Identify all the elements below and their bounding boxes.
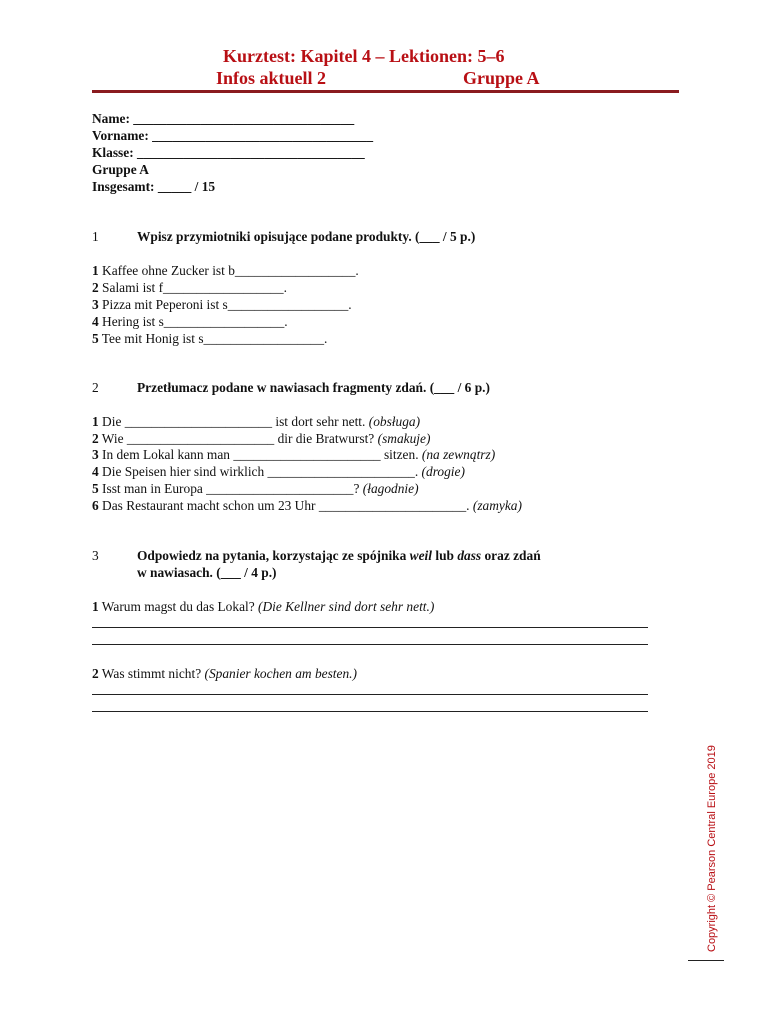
item-hint: (smakuje) [377,431,431,446]
item-number: 2 [92,280,99,295]
question-text: Warum magst du das Lokal? [98,599,259,614]
answer-line [92,694,648,695]
task3-number: 3 [92,548,99,563]
item-number: 5 [92,481,99,496]
item-hint: (drogie) [421,464,465,479]
klasse-field: Klasse: __________________________________ [92,145,365,160]
header-divider [92,90,679,93]
task3-instruction [137,547,541,564]
keyword-weil: weil [409,548,432,563]
task2-item [92,497,522,514]
answer-line [92,711,648,712]
name-field: Name: _________________________________ [92,111,355,126]
item-number: 1 [92,263,99,278]
task2-item [92,413,420,430]
task2-item [92,446,495,463]
task2-item [92,480,419,497]
instruction-part: Odpowiedz na pytania, korzystając ze spójnika [137,548,410,563]
item-text: Das Restaurant macht schon um 23 Uhr ______________________. [98,498,473,513]
item-number: 1 [92,599,99,614]
task3-question [92,665,357,682]
instruction-part: lub [432,548,458,563]
item-text: Pizza mit Peperoni ist s__________________. [98,297,352,312]
item-hint: (zamyka) [472,498,522,513]
item-text: Wie ______________________ dir die Bratwurst? [98,431,378,446]
item-text: Isst man in Europa ______________________? [98,481,363,496]
task3-question [92,598,434,615]
vorname-field: Vorname: _________________________________ [92,128,374,143]
task1-item [92,296,352,313]
book-title: Infos aktuell 2 [216,68,327,88]
task1-instruction: Wpisz przymiotniki opisujące podane produkty. (___ / 5 p.) [137,229,476,244]
item-number: 5 [92,331,99,346]
keyword-dass: dass [457,548,482,563]
task2-item [92,430,430,447]
task3-instruction-line2: w nawiasach. (___ / 4 p.) [137,565,277,580]
item-number: 3 [92,447,99,462]
test-title: Kurztest: Kapitel 4 – Lektionen: 5–6 [223,46,505,66]
instruction-part: oraz zdań [481,548,541,563]
task1-item [92,330,327,347]
task2-number: 2 [92,380,99,395]
task1-item [92,279,287,296]
item-text: In dem Lokal kann man ______________________ sitzen. [98,447,422,462]
item-number: 4 [92,314,99,329]
item-text: Salami ist f__________________. [98,280,287,295]
item-number: 1 [92,414,99,429]
item-text: Hering ist s__________________. [98,314,288,329]
item-number: 6 [92,498,99,513]
item-text: Die Speisen hier sind wirklich ______________________. [98,464,422,479]
task1-number: 1 [92,229,99,244]
insgesamt-field: Insgesamt: _____ / 15 [92,179,216,194]
task2-instruction: Przetłumacz podane w nawiasach fragmenty zdań. (___ / 6 p.) [137,380,490,395]
task1-item [92,262,359,279]
item-number: 2 [92,431,99,446]
item-text: Die ______________________ ist dort sehr nett. [98,414,369,429]
group-label: Gruppe A [463,68,540,88]
question-text: Was stimmt nicht? [98,666,205,681]
question-hint: (Die Kellner sind dort sehr nett.) [258,599,435,614]
task2-item [92,463,465,480]
item-hint: (łagodnie) [362,481,419,496]
gruppe-field: Gruppe A [92,162,149,177]
item-text: Tee mit Honig ist s__________________. [98,331,328,346]
footer-divider [688,960,724,961]
task1-item [92,313,288,330]
item-number: 2 [92,666,99,681]
item-hint: (na zewnątrz) [421,447,496,462]
item-hint: (obsługa) [368,414,421,429]
question-hint: (Spanier kochen am besten.) [204,666,357,681]
item-number: 4 [92,464,99,479]
item-number: 3 [92,297,99,312]
item-text: Kaffee ohne Zucker ist b__________________. [98,263,359,278]
copyright-notice: Copyright © Pearson Central Europe 2019 [706,745,718,952]
answer-line [92,644,648,645]
answer-line [92,627,648,628]
